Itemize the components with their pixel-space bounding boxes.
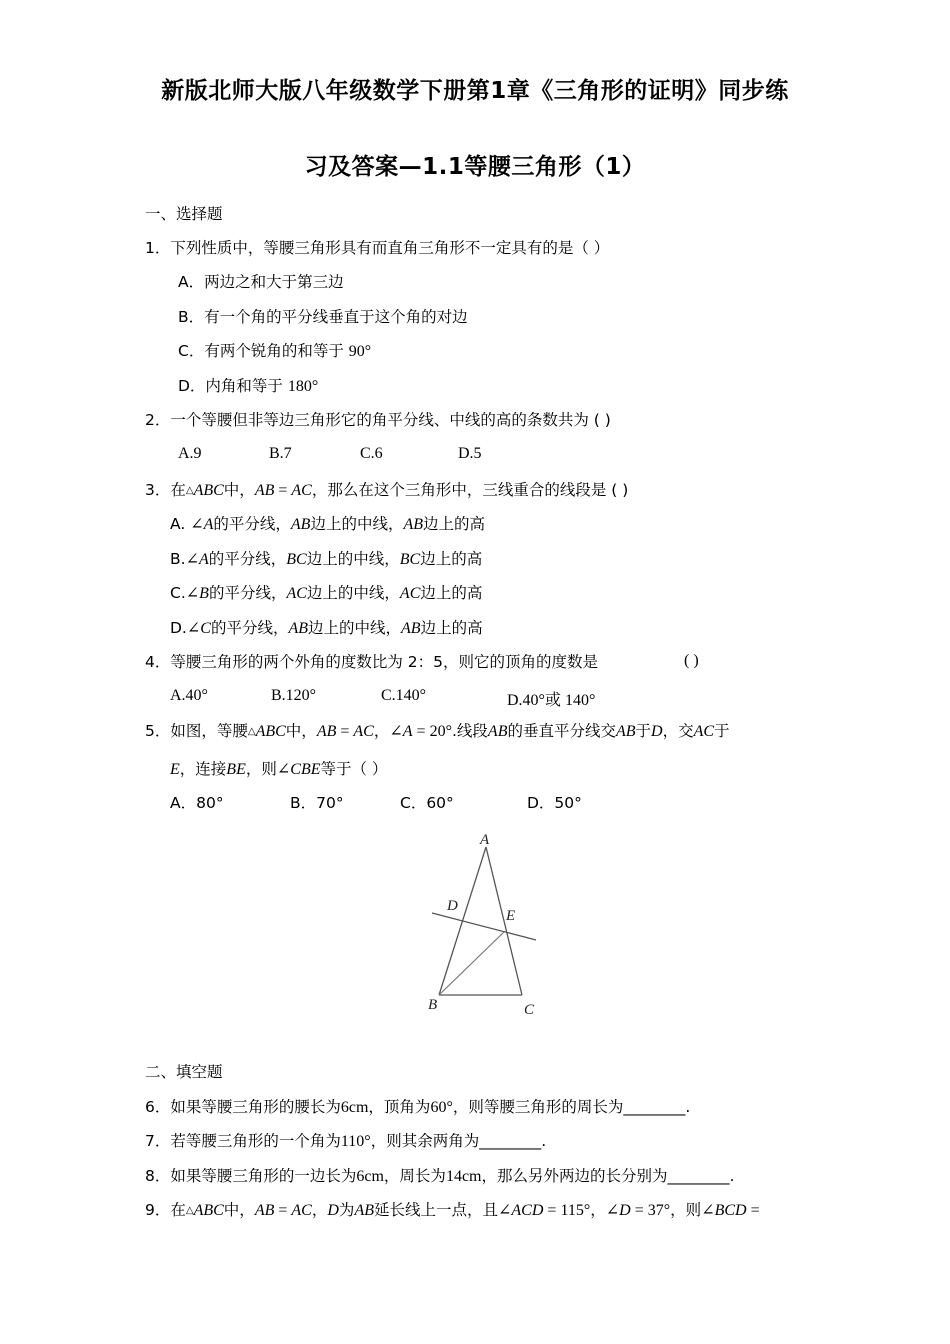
page-title-line-1: 新版北师大版八年级数学下册第1章《三角形的证明》同步练 [161,78,789,104]
math: = [336,723,354,740]
triangle-symbol: △ [185,485,194,496]
text: D. [170,619,187,637]
math: = [746,1202,760,1219]
text: 8．如果等腰三角形的一边长为 [145,1167,357,1185]
math: AB [254,1202,275,1219]
question-8 [145,1166,734,1187]
question-2-stem: 2．一个等腰但非等边三角形它的角平分线、中线的高的条数共为 ( ) [145,411,611,429]
math: AB [487,723,508,740]
section-heading-fill-in: 二、填空题 [145,1063,223,1081]
label-d: D [447,898,458,914]
text: 7．若等腰三角形的一个角为 [145,1132,341,1150]
triangle-figure [420,825,550,1025]
text: ，则其余两角为________. [370,1132,547,1150]
question-3-stem [145,480,628,501]
math: ∠B [185,585,209,602]
math: ∠BCD [701,1202,747,1219]
math: = [274,482,292,499]
question-9 [145,1200,760,1221]
text: 为 [338,1201,355,1219]
question-1-option-d [178,376,318,397]
math: AB [401,620,421,637]
math: = [412,723,430,740]
question-5-stem-line-1 [145,721,730,742]
question-4-stem: 4．等腰三角形的两个外角的度数比为 2：5，则它的顶角的度数是 [145,653,599,671]
text: 延长线上一点，且 [373,1201,498,1219]
side-ac [486,847,522,995]
math: AC [399,585,421,602]
text: ，则 [245,760,277,778]
question-1-option-a: A．两边之和大于第三边 [178,273,344,291]
math: BC [286,551,307,568]
math: BE [226,761,246,778]
section-heading-choice: 一、选择题 [145,205,223,223]
triangle-symbol: △ [185,1205,194,1216]
text: 边上的高 [420,619,483,637]
text: .线段 [451,722,488,740]
label-b: B [428,997,438,1013]
math: ∠C [186,620,211,637]
page-title-line-2: 习及答案—1.1等腰三角形（1） [304,154,646,180]
text: 的平分线， [213,515,291,533]
label-e: E [506,908,516,924]
math: BC [399,551,421,568]
math: AB [254,482,275,499]
text: ，顶角为 [368,1098,431,1116]
question-3-option-d [170,618,483,639]
math: ∠ACD [498,1202,544,1219]
text: 中， [285,722,317,740]
math: 110° [340,1133,371,1150]
math: ∠A [185,551,209,568]
text: ， [311,1201,328,1219]
question-5-option-d: D．50° [527,794,582,812]
math: D [651,723,663,740]
text: 的平分线， [208,584,287,602]
math: D [327,1202,339,1219]
math: AB [403,516,423,533]
math: 6cm [356,1168,384,1185]
math: AC [291,482,312,499]
math: AB [316,723,337,740]
text: 的平分线， [208,550,287,568]
math: AB [615,723,636,740]
question-1-option-c [178,341,371,362]
math: ∠D [605,1202,631,1219]
text: 边上的高 [420,584,483,602]
question-5-option-b: B．70° [290,794,344,812]
question-5-stem-line-2 [170,759,387,780]
option-value: 180° [287,378,319,395]
text: ，则 [670,1201,702,1219]
text: ，那么另外两边的长分别为________. [481,1167,735,1185]
text: 边上的中线， [310,515,404,533]
question-2-option-a: A.9 [178,445,202,462]
math: E [170,761,180,778]
text: 边上的中线， [308,619,402,637]
text: 于 [635,722,652,740]
math: = [630,1202,648,1219]
question-1-stem: 1．下列性质中，等腰三角形具有而直角三角形不一定具有的是（ ） [145,239,610,257]
text: C. [170,584,186,602]
text: A. [170,515,191,533]
math: = [274,1202,292,1219]
text: 的平分线， [210,619,289,637]
text: 边上的高 [423,515,486,533]
math: 20° [429,723,452,740]
text: 边上的中线， [306,550,400,568]
triangle-symbol: △ [247,726,256,737]
math: ∠A [190,516,214,533]
text: 等于（ ） [320,760,388,778]
text: 于 [714,722,730,740]
text: ，则等腰三角形的周长为________. [452,1098,691,1116]
question-2-option-b: B.7 [269,445,292,462]
math: ABC [193,1202,224,1219]
text: 中， [223,481,255,499]
math: AB [290,516,311,533]
label-a: A [480,832,490,848]
text: 边上的中线， [306,584,400,602]
math: 6cm [340,1099,369,1116]
math: AB [354,1202,374,1219]
math: = [543,1202,561,1219]
math: ABC [193,482,224,499]
text: ，连接 [179,760,227,778]
question-3-option-b [170,549,482,570]
text: 5．如图，等腰 [145,722,248,740]
question-4-option-c: C.140° [381,687,427,704]
math: ∠CBE [276,761,321,778]
math: AB [288,620,309,637]
math: AC [353,723,374,740]
text: ，那么在这个三角形中，三线重合的线段是 ( ) [311,481,629,499]
question-1-option-b: B．有一个角的平分线垂直于这个角的对边 [178,308,468,326]
question-4-option-d: D.40°或 140° [507,692,596,709]
text: 3．在 [145,481,186,499]
question-4-option-b: B.120° [271,687,317,704]
question-3-option-c [170,583,482,604]
question-2-option-d: D.5 [458,445,482,462]
text: 6．如果等腰三角形的腰长为 [145,1098,341,1116]
text: ， [373,722,390,740]
math: 115° [560,1202,591,1219]
math: AC [286,585,307,602]
math: 60° [430,1099,453,1116]
text: 边上的高 [420,550,483,568]
perpendicular-bisector-line [432,913,536,940]
option-text: C．有两个锐角的和等于 [178,342,344,360]
option-text: D．内角和等于 [178,377,283,395]
math: 37° [647,1202,671,1219]
math: ABC [255,723,286,740]
math: ∠A [389,723,413,740]
text: 中， [223,1201,255,1219]
text: B. [170,550,186,568]
text: 的垂直平分线交 [507,722,616,740]
text: ，周长为 [383,1167,446,1185]
math: AC [693,723,715,740]
question-4-answer-paren: ( ) [684,652,699,669]
math: AC [291,1202,312,1219]
text: ，交 [662,722,694,740]
label-c: C [524,1002,535,1018]
question-6 [145,1097,690,1118]
question-7 [145,1131,546,1152]
math: 14cm [445,1168,482,1185]
question-5-option-a: A．80° [170,794,224,812]
text: 9．在 [145,1201,186,1219]
option-value: 90° [348,343,372,360]
question-4-option-a: A.40° [170,687,208,704]
question-3-option-a [170,514,485,535]
text: ， [590,1201,606,1219]
question-2-option-c: C.6 [360,445,383,462]
question-5-option-c: C．60° [400,794,454,812]
